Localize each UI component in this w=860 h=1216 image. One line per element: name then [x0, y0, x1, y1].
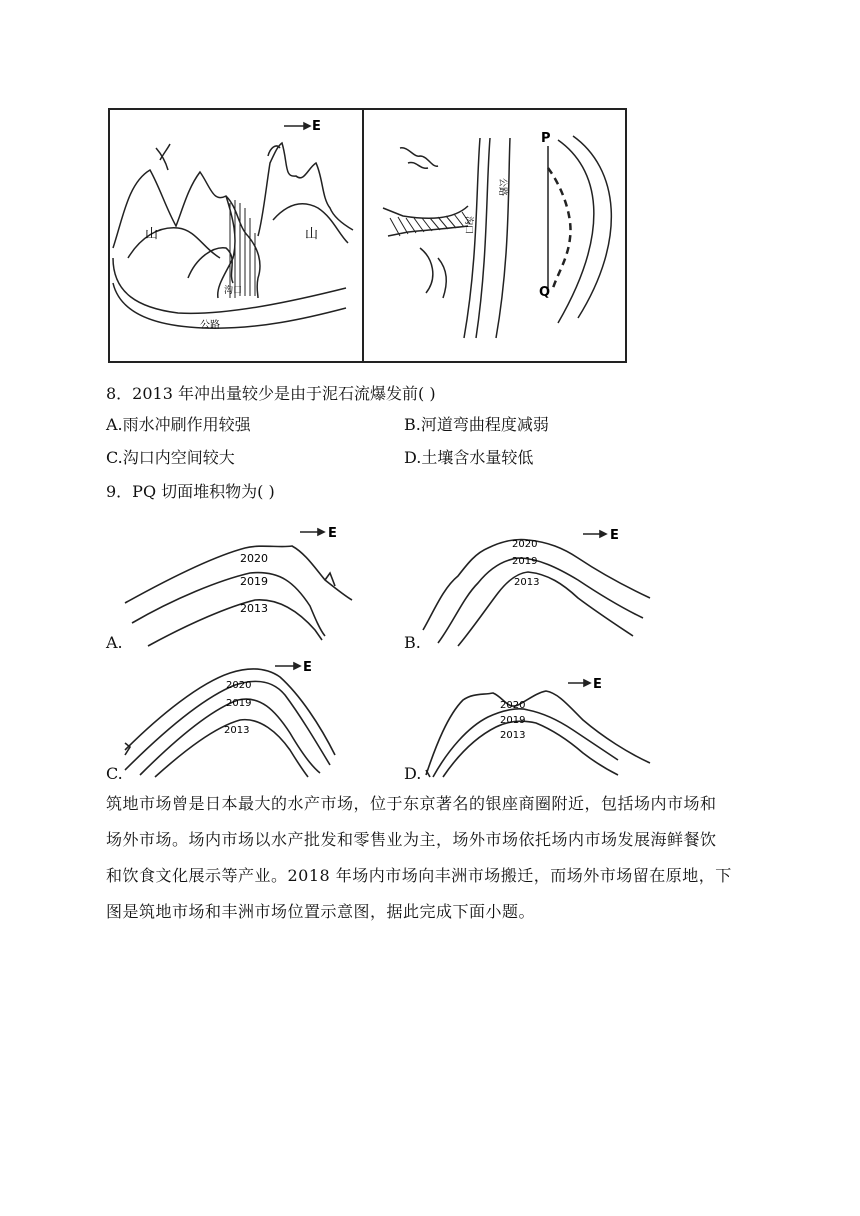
q9a-year-2013: 2013: [240, 602, 268, 615]
gully-label-right: 沟口: [463, 216, 473, 235]
q9-option-d-letter[interactable]: D.: [404, 764, 422, 783]
road-label-right: 公路: [497, 178, 507, 197]
q8-option-a[interactable]: A.雨水冲刷作用较强: [106, 415, 251, 434]
mountain-label-left: 山: [145, 227, 159, 242]
q9d-year-2020: 2020: [500, 700, 526, 711]
q9c-year-2020: 2020: [226, 680, 252, 691]
q9d-year-2013: 2013: [500, 730, 526, 741]
q9b-east-label: E: [610, 528, 619, 543]
q9-option-c-letter[interactable]: C.: [106, 764, 123, 783]
q9c-year-2013: 2013: [224, 725, 250, 736]
q9-option-b-diagram[interactable]: [418, 518, 658, 648]
q9-option-a-diagram[interactable]: [120, 518, 360, 648]
q9c-year-2019: 2019: [226, 698, 252, 709]
point-q: Q: [539, 285, 551, 300]
q9-option-c-diagram[interactable]: [120, 655, 360, 780]
q9b-year-2019: 2019: [512, 556, 538, 567]
passage-line: 和饮食文化展示等产业。2018 年场内市场向丰洲市场搬迁，而场外市场留在原地，下: [106, 866, 732, 885]
q9-option-a-letter[interactable]: A.: [106, 633, 123, 652]
question-8-stem: 8．2013 年冲出量较少是由于泥石流爆发前( ): [106, 384, 436, 403]
passage: [106, 786, 732, 930]
passage-line: 图是筑地市场和丰洲市场位置示意图，据此完成下面小题。: [106, 902, 536, 921]
q9c-east-label: E: [303, 660, 312, 675]
q8-option-d[interactable]: D.土壤含水量较低: [404, 448, 534, 467]
q9-option-d-diagram[interactable]: [418, 665, 658, 780]
question-9-stem: 9．PQ 切面堆积物为( ): [106, 482, 275, 501]
q9-option-b-letter[interactable]: B.: [404, 633, 421, 652]
q8-option-b[interactable]: B.河道弯曲程度减弱: [404, 415, 549, 434]
q9a-year-2019: 2019: [240, 575, 268, 588]
q9d-east-label: E: [593, 677, 602, 692]
q9a-year-2020: 2020: [240, 552, 268, 565]
left-panel: [113, 123, 353, 328]
q9b-year-2020: 2020: [512, 539, 538, 550]
mountain-label-right: 山: [305, 227, 319, 242]
north-arrow-label-left: E: [312, 119, 321, 134]
terrain-figure: [108, 108, 628, 364]
passage-line: 筑地市场曾是日本最大的水产市场，位于东京著名的银座商圈附近，包括场内市场和: [106, 794, 717, 813]
q8-option-c[interactable]: C.沟口内空间较大: [106, 448, 235, 467]
q9d-year-2019: 2019: [500, 715, 526, 726]
passage-line: 场外市场。场内市场以水产批发和零售业为主，场外市场依托场内市场发展海鲜餐饮: [106, 830, 717, 849]
gully-label-left: 沟口: [224, 286, 243, 296]
point-p: P: [541, 131, 551, 146]
q9b-year-2013: 2013: [514, 577, 540, 588]
road-label-left: 公路: [200, 320, 220, 331]
q9a-east-label: E: [328, 526, 337, 541]
gully-hatch-left: [230, 200, 255, 298]
right-panel: [383, 136, 611, 338]
